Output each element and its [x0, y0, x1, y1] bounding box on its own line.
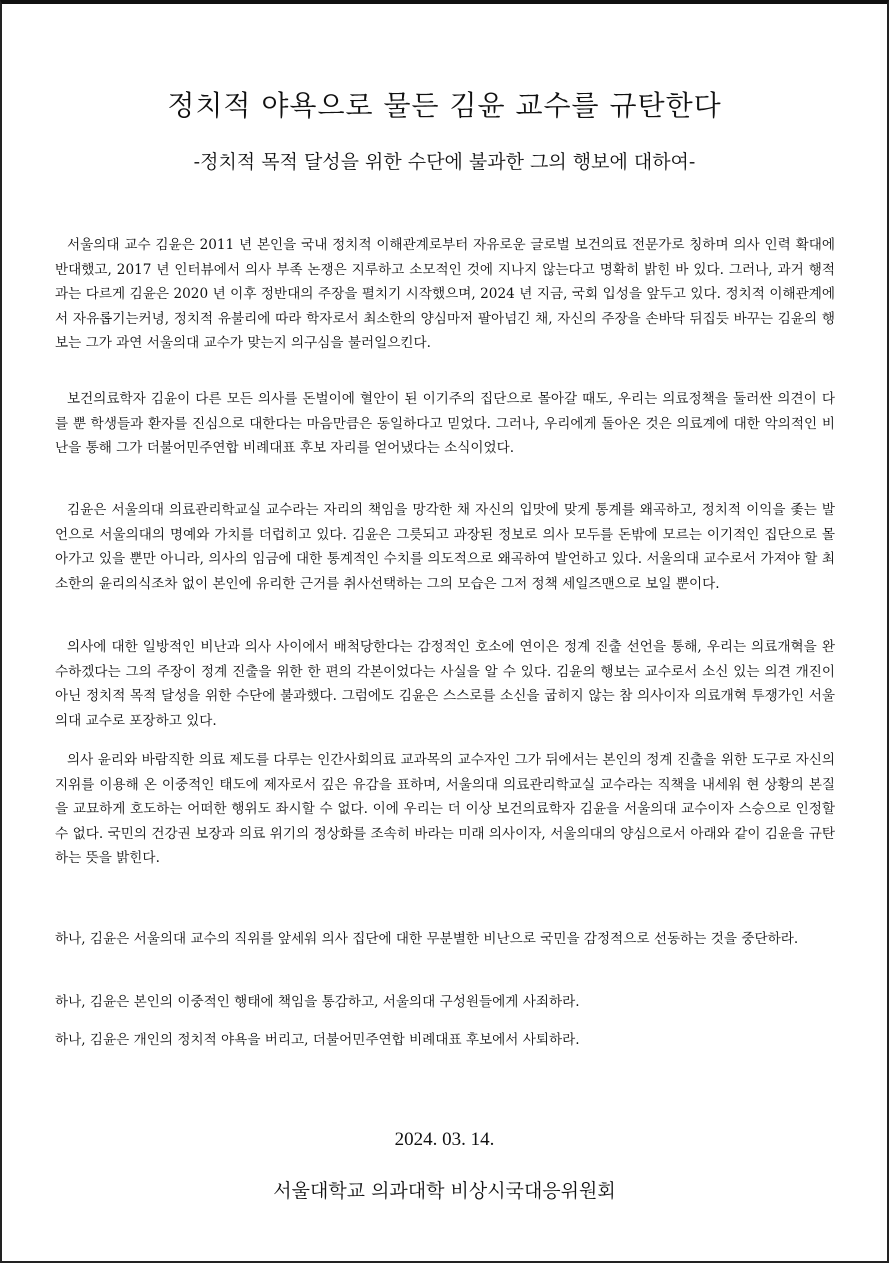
document-title: 정치적 야욕으로 물든 김윤 교수를 규탄한다 [167, 89, 722, 122]
issuing-organization: 서울대학교 의과대학 비상시국대응위원회 [273, 1180, 616, 1202]
paragraph-2: 보건의료학자 김윤이 다른 모든 의사를 돈벌이에 혈안이 된 이기주의 집단으로 몰아갈 때도, 우리는 의료정책을 둘러싼 의견이 다를 뿐 학생들과 환자를 진심으로 대한다는 마음만큼은 동일하다고 믿었다. 그러나, 우리에게 돌아온 것은 의료계에 대한 악의적인 비난을 통해 그가 더불어민주연합 비례대표 후보 자리를 얻어냈다는 소식이었다. [55, 391, 835, 456]
paragraph-3: 김윤은 서울의대 의료관리학교실 교수라는 자리의 책임을 망각한 채 자신의 입맛에 맞게 통계를 왜곡하고, 정치적 이익을 좇는 발언으로 서울의대의 명예와 가치를 더럽히고 있다. 김윤은 그릇되고 과장된 정보로 의사 모두를 돈밖에 모르는 이기적인 집단으로 몰아가고 있을 뿐만 아니라, 의사의 임금에 대한 통계적인 수치를 의도적으로 왜곡하여 발언하고 있다. 서울의대 교수로서 가져야 할 최소한의 윤리의식조차 없이 본인에 유리한 근거를 취사선택하는 그의 모습은 그저 정책 세일즈맨으로 보일 뿐이다. [55, 502, 835, 592]
paragraph-1: 서울의대 교수 김윤은 2011 년 본인을 국내 정치적 이해관계로부터 자유로운 글로벌 보건의료 전문가로 칭하며 의사 인력 확대에 반대했고, 2017 년 인터뷰에서 의사 부족 논쟁은 지루하고 소모적인 것에 지나지 않는다고 명확히 밝힌 바 있다. 그러나, 과거 행적과는 다르게 김윤은 2020 년 이후 정반대의 주장을 펼치기 시작했으며, 2024 년 지금, 국회 입성을 앞두고 있다. 정치적 이해관계에서 자유롭기는커녕, 정치적 유불리에 따라 학자로서 최소한의 양심마저 팔아넘긴 채, 자신의 주장을 손바닥 뒤집듯 바꾸는 김윤의 행보는 그가 과연 서울의대 교수가 맞는지 의구심을 불러일으킨다. [55, 237, 835, 351]
paragraph-5: 의사 윤리와 바람직한 의료 제도를 다루는 인간사회의료 교과목의 교수자인 그가 뒤에서는 본인의 정계 진출을 위한 도구로 자신의 지위를 이용해 온 이중적인 태도에 제자로서 깊은 유감을 표하며, 서울의대 의료관리학교실 교수라는 직책을 내세워 현 상황의 본질을 교묘하게 호도하는 어떠한 행위도 좌시할 수 없다. 이에 우리는 더 이상 보건의료학자 김윤을 서울의대 교수이자 스승으로 인정할 수 없다. 국민의 건강권 보장과 의료 위기의 정상화를 조속히 바라는 미래 의사이자, 서울의대의 양심으로서 아래와 같이 김윤을 규탄하는 뜻을 밝힌다. [55, 752, 835, 866]
resolution-3: 하나, 김윤은 개인의 정치적 야욕을 버리고, 더불어민주연합 비례대표 후보에서 사퇴하라. [55, 1032, 580, 1048]
paragraph-4: 의사에 대한 일방적인 비난과 의사 사이에서 배척당한다는 감정적인 호소에 연이은 정계 진출 선언을 통해, 우리는 의료개혁을 완수하겠다는 그의 주장이 정계 진출을 위한 한 편의 각본이었다는 사실을 알 수 있다. 김윤의 행보는 교수로서 소신 있는 의견 개진이 아닌 정치적 목적 달성을 위한 수단에 불과했다. 그럼에도 김윤은 스스로를 소신을 굽히지 않는 참 의사이자 의료개혁 투쟁가인 서울의대 교수로 포장하고 있다. [55, 639, 835, 729]
resolution-1: 하나, 김윤은 서울의대 교수의 직위를 앞세워 의사 집단에 대한 무분별한 비난으로 국민을 감정적으로 선동하는 것을 중단하라. [55, 931, 799, 947]
document-subtitle: -정치적 목적 달성을 위한 수단에 불과한 그의 행보에 대하여- [193, 151, 696, 173]
resolution-2: 하나, 김윤은 본인의 이중적인 행태에 책임을 통감하고, 서울의대 구성원들에게 사죄하라. [55, 994, 580, 1010]
statement-date: 2024. 03. 14. [394, 1129, 495, 1150]
